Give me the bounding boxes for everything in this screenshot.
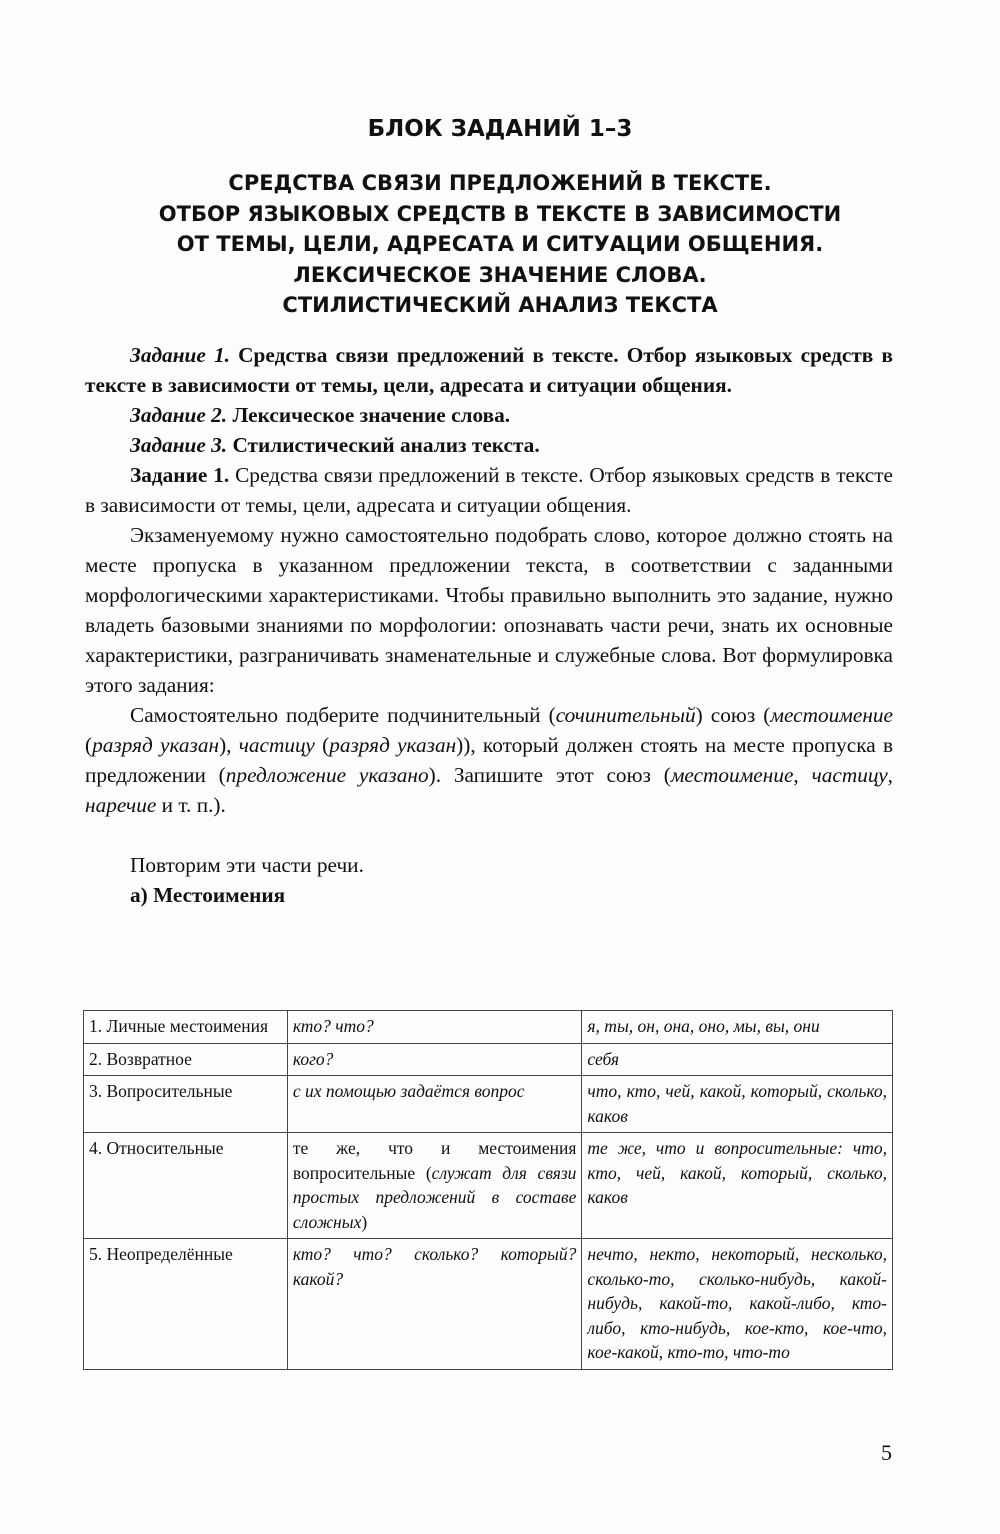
table-cell: 4. Относительные: [84, 1133, 288, 1239]
text-run: ,: [793, 763, 812, 787]
task-label: Задание 2.: [130, 403, 228, 427]
block-title: БЛОК ЗАДАНИЙ 1–3: [367, 116, 633, 142]
table-cell: нечто, некто, некоторый, несколько, сколько-то, сколько-нибудь, какой-нибудь, какой-то, какой-либо, кто-либо, кто-нибудь, кое-кто, кое-что, кое-какой, кто-то, что-то: [582, 1239, 893, 1370]
page-body: [85, 340, 893, 910]
task-label: Задание 3.: [130, 433, 228, 457]
cell-text: ): [361, 1211, 368, 1232]
task-item: [85, 430, 893, 460]
text-run: и т. п.).: [156, 793, 226, 817]
table-cell: 2. Возвратное: [84, 1043, 288, 1076]
text-run: ),: [219, 733, 239, 757]
text-run: ). Запишите этот союз (: [428, 763, 671, 787]
table-cell: кого?: [287, 1043, 582, 1076]
table-cell: с их помощью задаётся вопрос: [287, 1076, 582, 1133]
table-row: [84, 1043, 893, 1076]
task-list: [85, 340, 893, 460]
task-text: Средства связи предложений в тексте. Отбор языковых средств в тексте в зависимости от темы, цели, адресата и ситуации общения.: [85, 343, 893, 397]
italic-run: разряд указан: [92, 733, 220, 757]
cell-text: те же, что и местоимения вопросительные (: [292, 1138, 577, 1183]
italic-run: сочинительный: [555, 703, 696, 727]
italic-run: частицу: [238, 733, 315, 757]
subtitle-line: ЛЕКСИЧЕСКОЕ ЗНАЧЕНИЕ СЛОВА.: [293, 262, 707, 287]
italic-run: разряд указан: [329, 733, 457, 757]
formulation-paragraph: [85, 700, 893, 820]
page-number: 5: [881, 1440, 892, 1465]
section-subtitle: [60, 168, 940, 321]
intro-text: Средства связи предложений в тексте. Отбор языковых средств в тексте в зависимости от темы, цели, адресата и ситуации общения.: [85, 463, 893, 517]
italic-run: предложение указано: [225, 763, 429, 787]
table-cell: 5. Неопределённые: [84, 1239, 288, 1370]
italic-run: частицу: [811, 763, 888, 787]
table-cell: кто? что? сколько? который? какой?: [287, 1239, 582, 1370]
table-cell: 3. Вопросительные: [84, 1076, 288, 1133]
italic-run: наречие: [85, 793, 157, 817]
table-cell: себя: [582, 1043, 893, 1076]
pronouns-table: [83, 1010, 893, 1370]
table-cell: кто? что?: [287, 1011, 582, 1044]
subtitle-line: ОТ ТЕМЫ, ЦЕЛИ, АДРЕСАТА И СИТУАЦИИ ОБЩЕНИЯ.: [176, 232, 824, 256]
text-run: ) союз (: [695, 703, 771, 727]
intro-paragraph: [85, 460, 893, 520]
text-run: Самостоятельно подберите подчинительный (: [130, 703, 556, 727]
section-title: а) Местоимения: [130, 883, 286, 907]
table-cell: я, ты, он, она, оно, мы, вы, они: [582, 1011, 893, 1044]
subtitle-line: СРЕДСТВА СВЯЗИ ПРЕДЛОЖЕНИЙ В ТЕКСТЕ.: [228, 171, 772, 195]
table-cell: [287, 1133, 582, 1239]
subtitle-line: СТИЛИСТИЧЕСКИЙ АНАЛИЗ ТЕКСТА: [282, 293, 718, 317]
table-row: [84, 1133, 893, 1239]
explanation-paragraph: Экзаменуемому нужно самостоятельно подобрать слово, которое должно стоять на месте пропуска в указанном предложении текста, в соответствии с заданными морфологическими характеристиками. Чтобы правильно выполнить это задание, нужно владеть базовыми знаниями по морфологии: опознавать части речи, знать их основные характеристики, разграничивать знаменательные и служебные слова. Вот формулировка этого задания:: [85, 523, 893, 697]
text-run: (: [314, 733, 330, 757]
spacer: [85, 820, 893, 850]
table-cell: 1. Личные местоимения: [84, 1011, 288, 1044]
text-run: (: [85, 733, 93, 757]
task-label: Задание 1.: [130, 343, 230, 367]
subtitle-line: ОТБОР ЯЗЫКОВЫХ СРЕДСТВ В ТЕКСТЕ В ЗАВИСИМОСТИ: [158, 201, 842, 226]
table-row: [84, 1239, 893, 1370]
task-item: [85, 400, 893, 430]
table-row: [84, 1011, 893, 1044]
task-item: [85, 340, 893, 400]
intro-label: Задание 1.: [130, 463, 230, 487]
text-run: )), который должен стоять на месте пропуска в предложении (: [85, 733, 894, 787]
table-row: [84, 1076, 893, 1133]
task-text: Лексическое значение слова.: [227, 403, 511, 427]
italic-run: местоимение: [770, 703, 893, 727]
italic-run: местоимение: [670, 763, 794, 787]
task-text: Стилистический анализ текста.: [227, 433, 540, 457]
table-cell: что, кто, чей, какой, который, сколько, каков: [582, 1076, 893, 1133]
table-cell: те же, что и вопросительные: что, кто, чей, какой, который, сколько, каков: [582, 1133, 893, 1239]
text-run: ,: [887, 763, 893, 787]
repeat-line: Повторим эти части речи.: [130, 853, 364, 877]
cell-italic: служат для связи простых предложений в составе сложных: [292, 1162, 577, 1232]
